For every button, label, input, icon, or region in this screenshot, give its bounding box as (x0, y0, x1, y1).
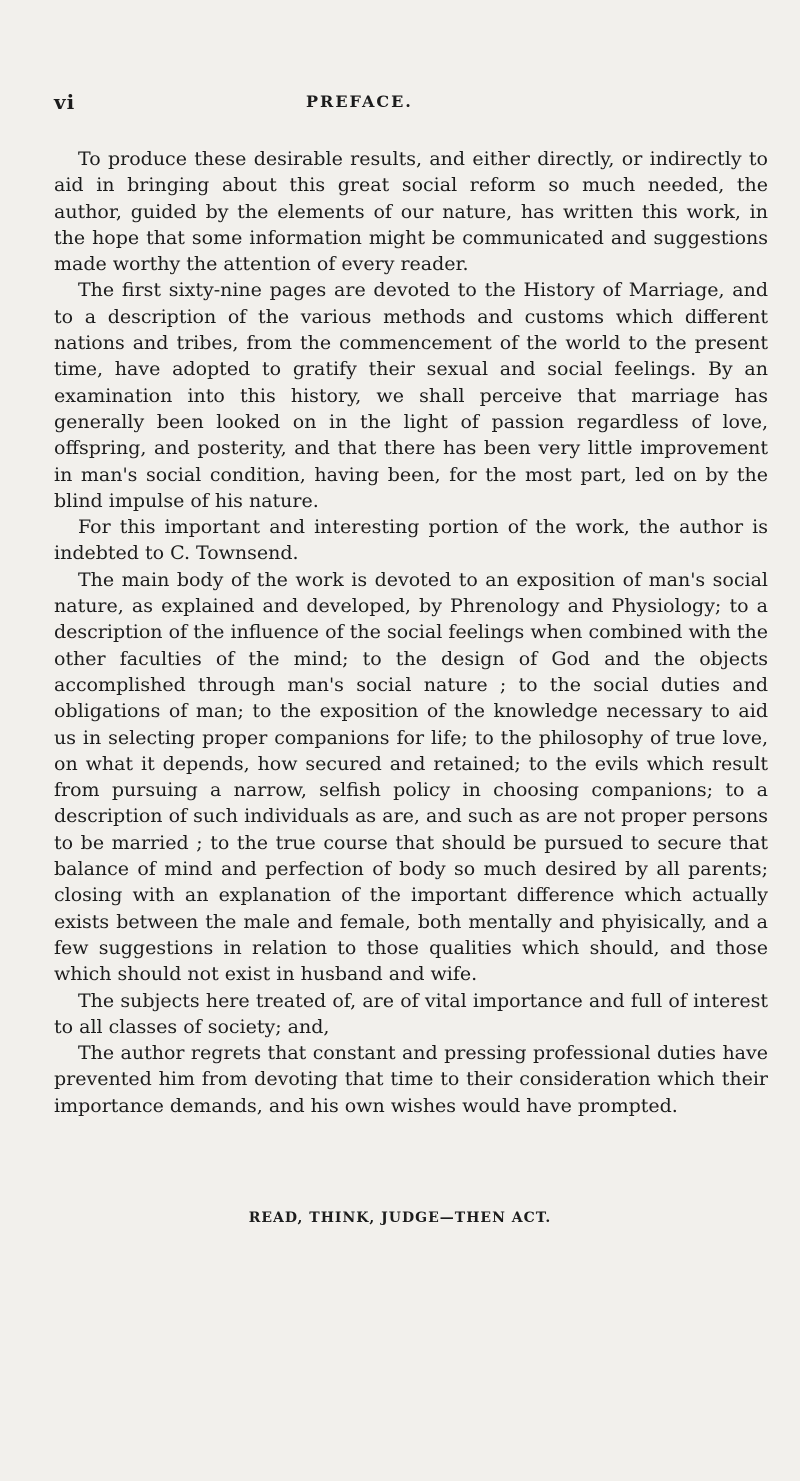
page-number: vi (54, 90, 76, 114)
paragraph-subjects: The subjects here treated of, are of vital importance and full of interest to all classes of society; and, (54, 989, 768, 1038)
paragraph-main-body: The main body of the work is devoted to an exposition of man's social nature, as explained and developed, by Phrenology and Physiology; to a description of the influence of the social feelings when combined with the other faculties of the mind; to the design of God and the objects accomplished through man's social nature ; to the social duties and obligations of man; to the exposition of the knowledge necessary to aid us in selecting proper companions for life; to the philosophy of true love, on what it depends, how secured and retained; to the evils which result from pursuing a narrow, selfish policy in choosing companions; to a description of such individuals as are, and such as are not proper persons to be married ; to the true course that should be pursued to secure that balance of mind and perfection of body so much desired by all parents; closing with an explanation of the important difference which actually exists between the male and female, both mentally and phyisically, and a few suggestions in relation to those qualities which should, and those which should not exist in husband and wife. (54, 568, 768, 986)
paragraph-history: The first sixty-nine pages are devoted to the History of Marriage, and to a description of the various methods and customs which different nations and tribes, from the commencement of the world to the present time, have adopted to gratify their sexual and social feelings. By an examination into this history, we shall perceive that marriage has generally been looked on in the light of passion regardless of love, offspring, and posterity, and that there has been very little improvement in man's social condition, having been, for the most part, led on by the blind impulse of his nature. (54, 279, 768, 512)
paragraph-acknowledgement: For this important and interesting portion of the work, the author is indebted to C. Townsend. (54, 516, 768, 565)
footer-motto: READ, THINK, JUDGE—THEN ACT. (248, 1210, 552, 1226)
paragraph-regrets: The author regrets that constant and pressing professional duties have prevented him from devoting that time to their consideration which their importance demands, and his own wishes would have prompted. (54, 1042, 768, 1117)
paragraph-results: To produce these desirable results, and either directly, or indirectly to aid in bringing about this great social reform so much needed, the author, guided by the elements of our nature, has written this work, in the hope that some information might be communicated and suggestions made worthy the attention of every reader. (54, 148, 768, 276)
preface-body (54, 146, 768, 1119)
running-head (54, 90, 754, 120)
header-title: PREFACE. (306, 92, 413, 111)
